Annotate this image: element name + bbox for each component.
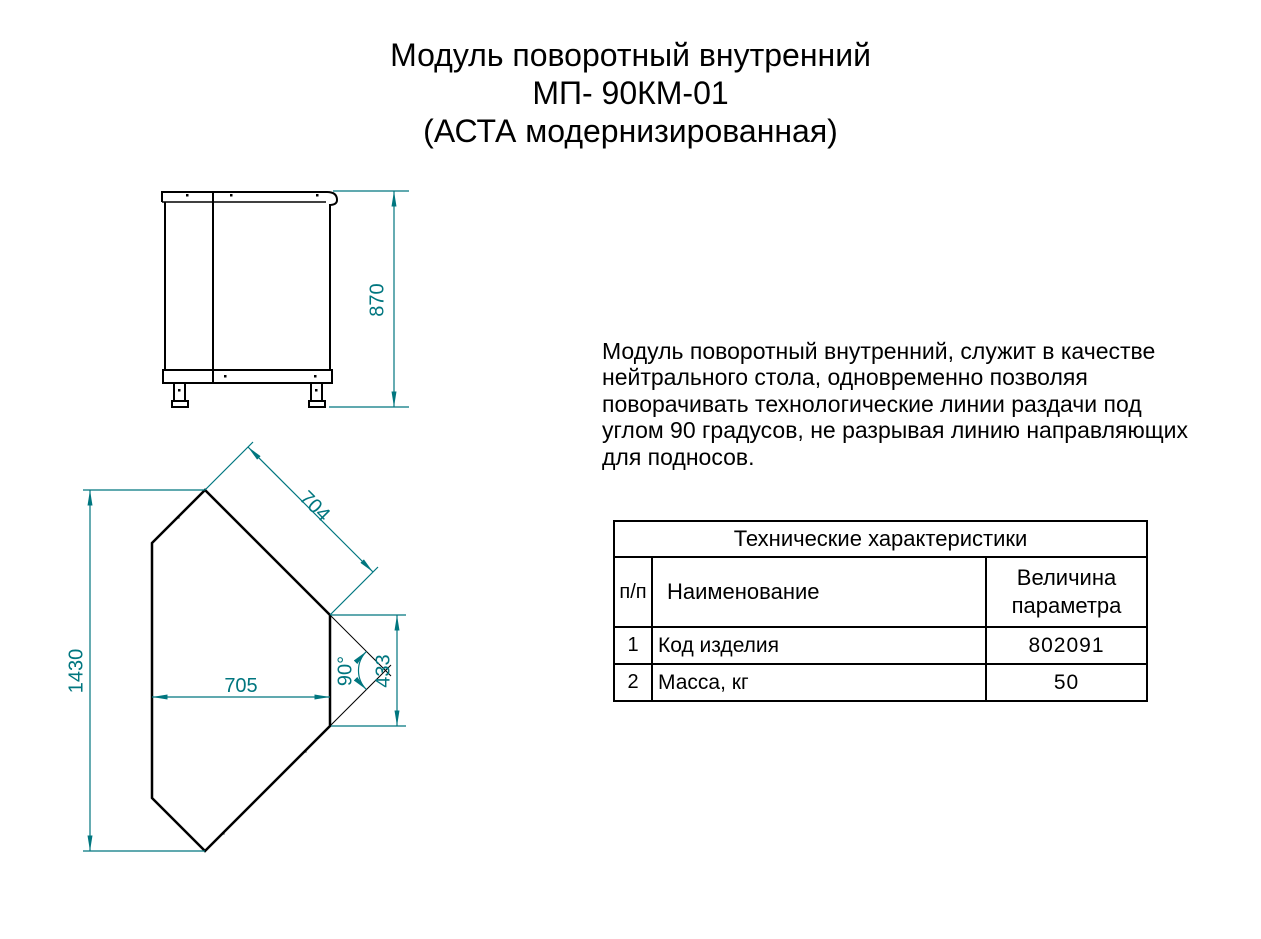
right-leg (311, 383, 322, 401)
countertop-outline (162, 192, 337, 205)
table-row (614, 664, 1147, 701)
dim-704-label: 704 (294, 486, 335, 527)
left-leg (174, 383, 185, 401)
row-value: 802091 (986, 627, 1147, 664)
table-row (614, 627, 1147, 664)
tabletop-outline (152, 490, 330, 851)
page-title-line-2: МП- 90КМ-01 (532, 75, 729, 111)
row-name: Код изделия (652, 627, 986, 664)
row-num: 2 (614, 664, 652, 701)
cabinet-base-band (163, 370, 332, 383)
description-line: Модуль поворотный внутренний, служит в качестве (602, 338, 1156, 364)
column-header-num: п/п (614, 557, 652, 627)
fastener-mark (315, 389, 318, 392)
spec-table-title: Технические характеристики (614, 521, 1147, 557)
angle-arc (358, 651, 366, 689)
spec-table-title-row (614, 521, 1147, 557)
edge-mark (164, 206, 166, 212)
edge-mark (164, 226, 166, 236)
row-value: 50 (986, 664, 1147, 701)
dim-433-label: 433 (372, 654, 395, 688)
dim-90deg-label: 90° (334, 655, 357, 687)
title-block (0, 36, 1261, 150)
dim-704-extension-top (205, 442, 253, 490)
description-line: для подносов. (602, 443, 755, 470)
edge-mark (304, 750, 307, 753)
right-foot (309, 401, 325, 407)
description-line: углом 90 градусов, не разрывая линию направляющих (602, 417, 1188, 444)
column-header-value: Величина параметра (986, 557, 1147, 627)
page-title-line-1: Модуль поворотный внутренний (390, 37, 871, 73)
column-header-name: Наименование (652, 557, 986, 627)
row-name: Масса, кг (652, 664, 986, 701)
fastener-mark (230, 194, 233, 197)
fastener-mark (178, 389, 181, 392)
dim-704-extension-bottom (330, 567, 378, 615)
dim-705-label: 705 (224, 675, 258, 697)
top-view-drawing (55, 430, 430, 880)
fastener-mark (316, 194, 319, 197)
row-num: 1 (614, 627, 652, 664)
fastener-mark (186, 194, 189, 197)
description-line: нейтрального стола, одновременно позволяя (602, 364, 1088, 391)
page-title-line-3: (АСТА модернизированная) (423, 113, 838, 149)
spec-table (613, 520, 1148, 702)
description-line: поворачивать технологические линии раздачи под (602, 390, 1142, 417)
description (602, 338, 1188, 470)
left-foot (172, 401, 188, 407)
edge-mark (177, 516, 180, 519)
spec-table-header-row (614, 557, 1147, 627)
edge-mark (222, 832, 225, 835)
fastener-mark (314, 375, 317, 378)
dim-870-label: 870 (366, 283, 389, 317)
front-view-drawing (140, 180, 430, 420)
dim-1430-label: 1430 (65, 648, 88, 694)
fastener-mark (224, 375, 227, 378)
